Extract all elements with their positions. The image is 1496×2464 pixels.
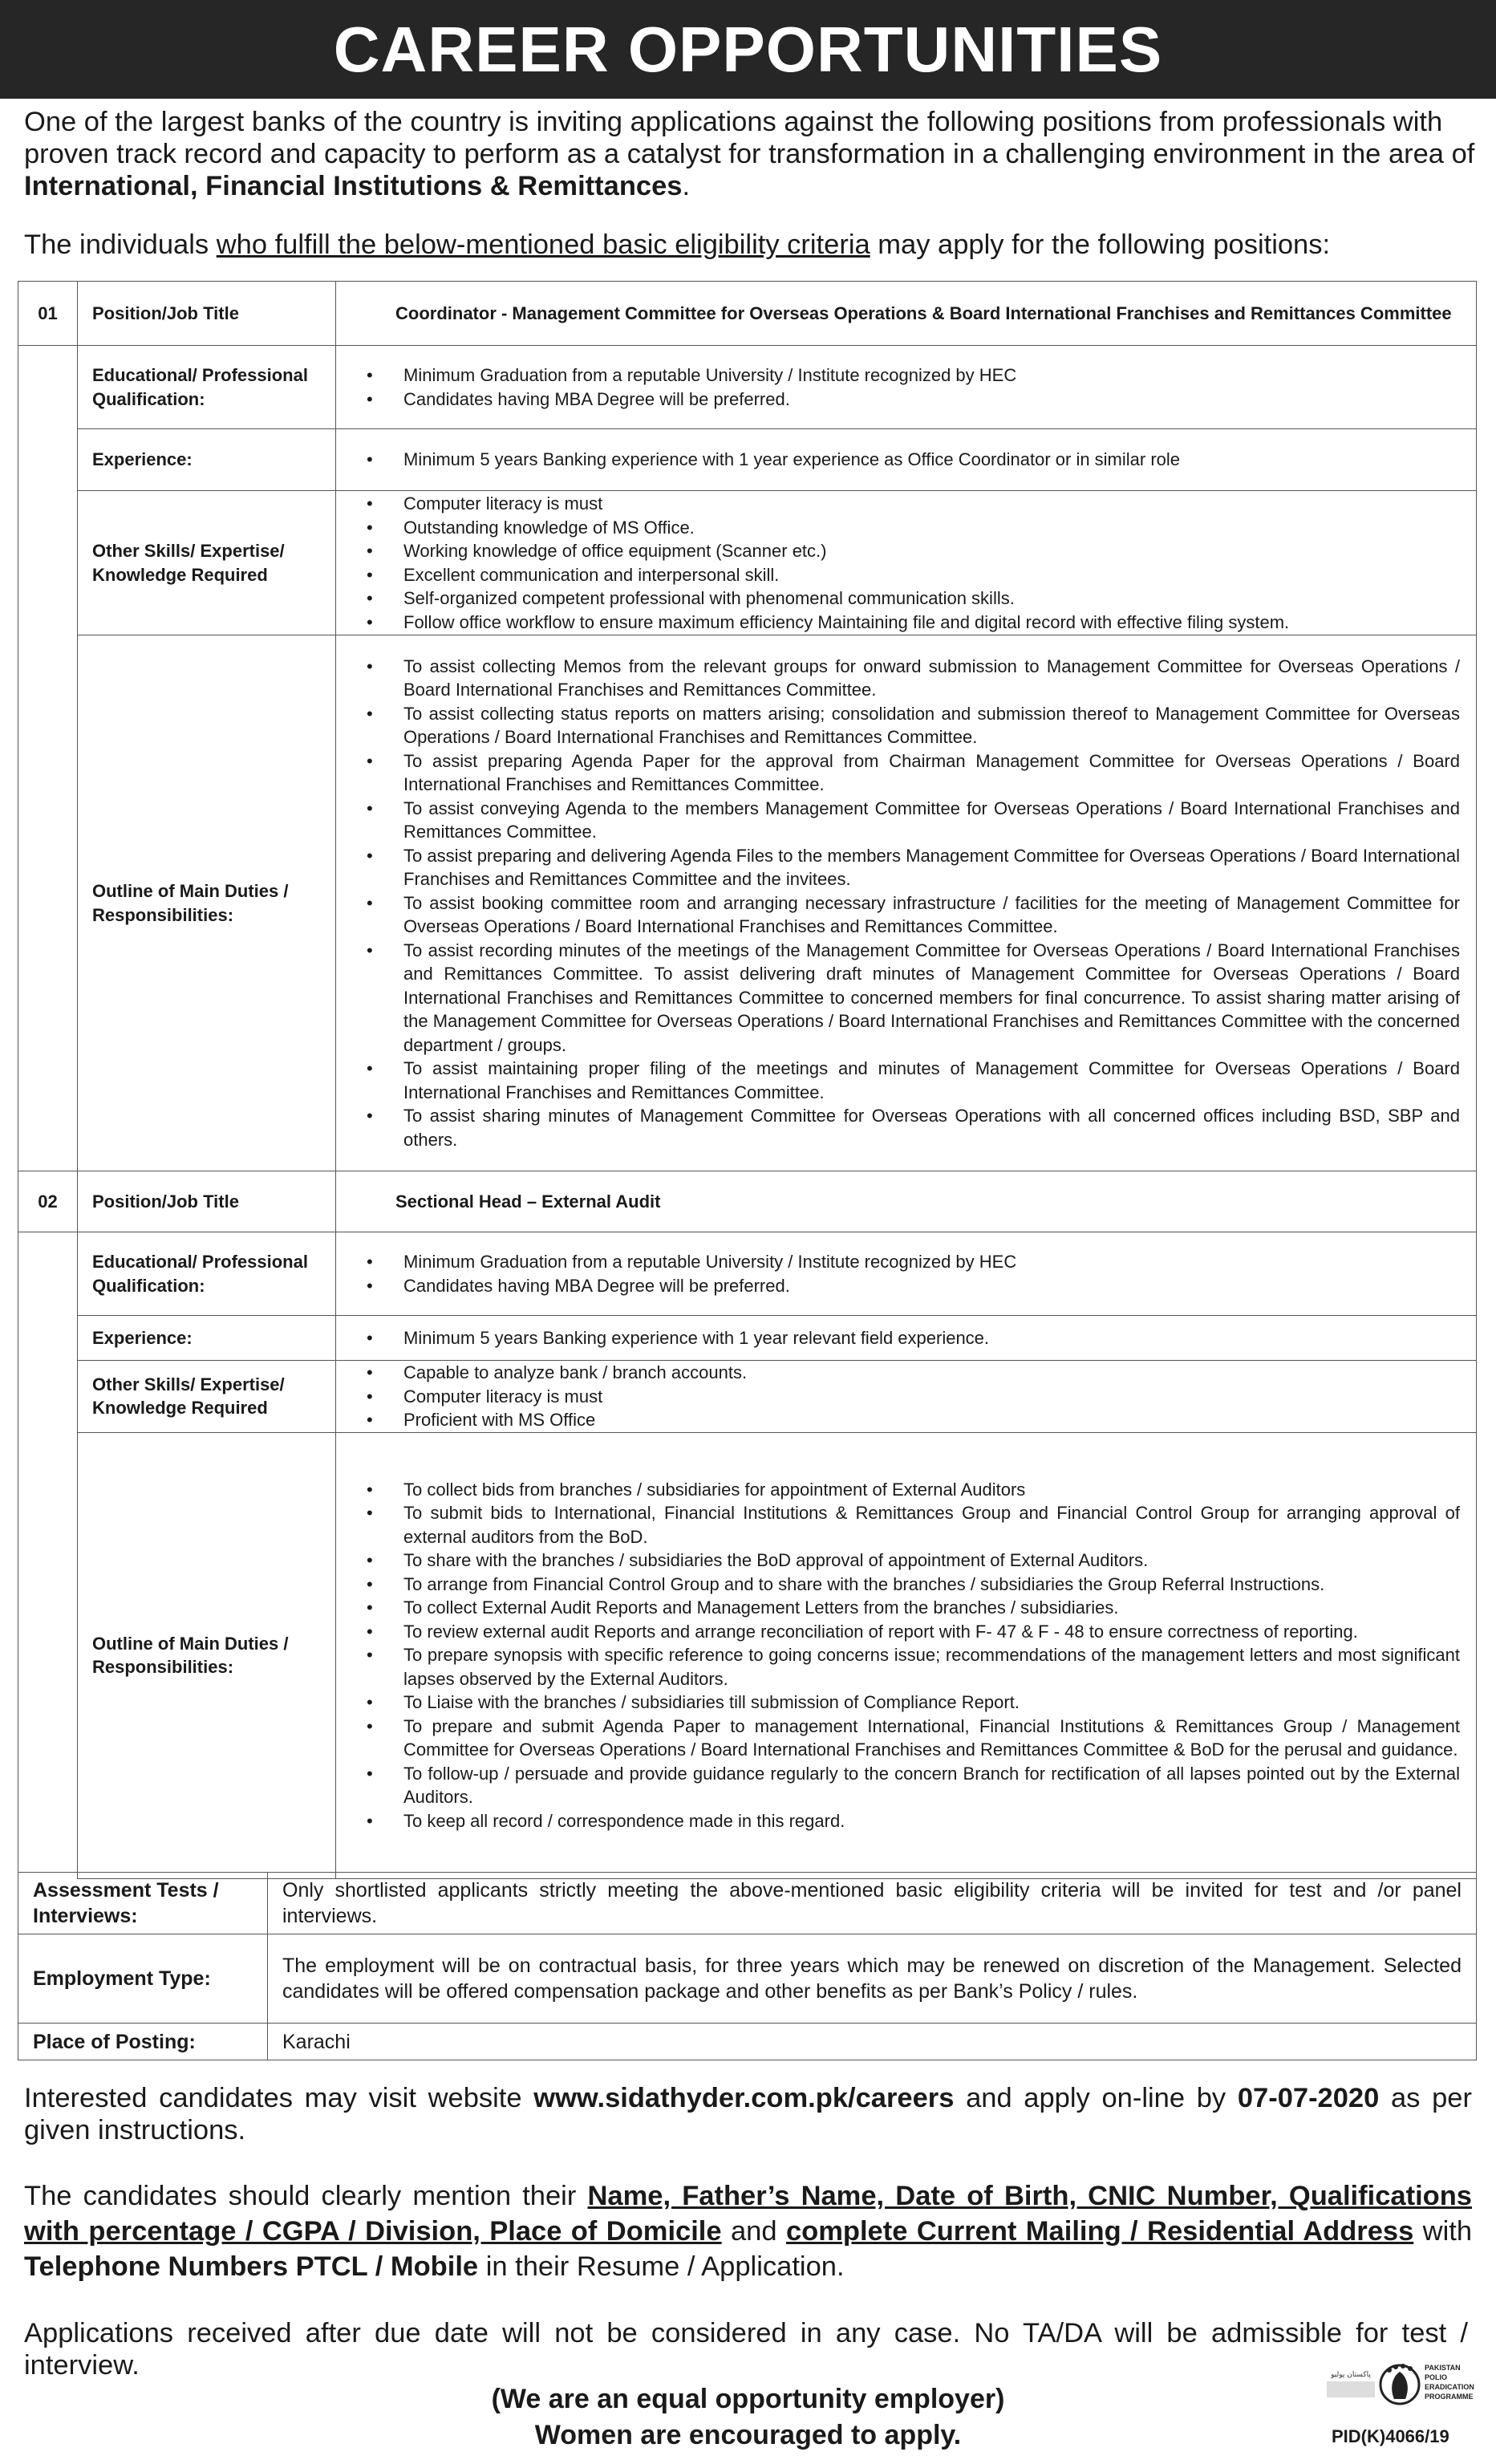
positions-table xyxy=(18,281,1477,1879)
skills-row xyxy=(18,1361,1477,1433)
bullet-list xyxy=(363,655,1460,1152)
list-item: • To assist maintaining proper filing of the meetings and minutes of Management Committee for Overseas Operations / Board International Franchises and Remittances Committee. xyxy=(363,1057,1460,1104)
position-title-row xyxy=(18,1171,1477,1232)
row-label: Outline of Main Duties / Responsibilities: xyxy=(78,1432,336,1878)
list-item: • Candidates having MBA Degree will be preferred. xyxy=(363,388,1460,412)
list-item: • Computer literacy is must xyxy=(363,492,1460,516)
mention-with: with xyxy=(1413,2216,1473,2247)
apply-end: as per given instructions. xyxy=(24,2083,1472,2145)
list-item: • To assist booking committee room and arranging necessary infrastructure / facilities for the meeting of Management Committee for Overseas Operations / Board International Franchises and Remittances Committee. xyxy=(363,891,1460,939)
row-label: Educational/ Professional Qualification: xyxy=(78,1232,336,1316)
position-title-row xyxy=(18,282,1477,346)
list-item: • Candidates having MBA Degree will be preferred. xyxy=(363,1274,1460,1298)
careers-website-link[interactable]: www.sidathyder.com.pk/careers xyxy=(533,2083,955,2113)
intro-paragraph xyxy=(24,106,1480,202)
list-item: • To assist recording minutes of the meetings of the Management Committee for Overseas Operations / Board International Franchises and Remittances Committee. To assist delivering draft minutes of Management Committee for Overseas Operations / Board International Franchises and Remittances Committee to concerned members for final concurrence. To assist sharing matter arising of the Management Committee for Overseas Operations / Board International Franchises and Remittances Committee with the concerned department / groups. xyxy=(363,939,1460,1057)
list-item: • Working knowledge of office equipment (Scanner etc.) xyxy=(363,539,1460,563)
list-item: • To collect External Audit Reports and Management Letters from the branches / subsidiaries. xyxy=(363,1596,1460,1620)
list-item: • To share with the branches / subsidiaries the BoD approval of appointment of External Auditors. xyxy=(363,1549,1460,1573)
terms-row xyxy=(18,1873,1477,1934)
list-item: • Self-organized competent professional with phenomenal communication skills. xyxy=(363,587,1460,611)
bullet-list xyxy=(363,363,1460,411)
list-item: • To assist preparing and delivering Agenda Files to the members Management Committee for Overseas Operations / Board International Franchises and Remittances Committee and the invitees. xyxy=(363,844,1460,891)
list-item: • To arrange from Financial Control Group and to share with the branches / subsidiaries the Group Referral Instructions. xyxy=(363,1573,1460,1597)
bullet-list xyxy=(363,1326,1460,1350)
list-item: • To assist preparing Agenda Paper for the approval from Chairman Management Committee for Overseas Operations / Board International Franchises and Remittances Committee. xyxy=(363,749,1460,797)
bullet-list-cell xyxy=(336,429,1477,491)
publication-id: PID(K)4066/19 xyxy=(1332,2426,1449,2446)
experience-row xyxy=(18,429,1477,491)
terms-table xyxy=(18,1872,1477,2060)
terms-row xyxy=(18,2024,1477,2060)
logo-urdu-text: پاکستان پولیو xyxy=(1331,2371,1371,2379)
list-item: • Minimum Graduation from a reputable University / Institute recognized by HEC xyxy=(363,1250,1460,1274)
mention-start: The candidates should clearly mention their xyxy=(24,2181,588,2211)
polio-eradication-logo xyxy=(1322,2359,1474,2417)
mention-phones: Telephone Numbers PTCL / Mobile xyxy=(24,2251,479,2282)
polio-logo-icon xyxy=(1322,2359,1474,2417)
row-label: Position/Job Title xyxy=(78,1171,336,1232)
list-item: • To assist sharing minutes of Management Committee for Overseas Operations with all concerned offices including BSD, SBP and others. xyxy=(363,1104,1460,1151)
mention-personal-details: Name, Father’s Name, Date of Birth, CNIC Number, Qualifications with percentage / CGPA / Division, Place of Domicile xyxy=(24,2181,1472,2247)
list-item: • Outstanding knowledge of MS Office. xyxy=(363,516,1460,540)
row-label: Other Skills/ Expertise/ Knowledge Required xyxy=(78,1361,336,1433)
page-title: CAREER OPPORTUNITIES xyxy=(0,0,1496,99)
apply-instructions xyxy=(24,2082,1472,2146)
qualification-row xyxy=(18,1232,1477,1316)
terms-label: Assessment Tests / Interviews: xyxy=(18,1873,268,1934)
list-item: • To assist collecting status reports on matters arising; consolidation and submission thereof to Management Committee for Overseas Operations / Board International Franchises and Remittances Committee. xyxy=(363,702,1460,749)
logo-text-line: PROGRAMME xyxy=(1425,2393,1474,2401)
bullet-list xyxy=(363,1250,1460,1297)
position-title: Sectional Head – External Audit xyxy=(336,1171,1477,1232)
logo-dot xyxy=(1401,2364,1405,2369)
row-label: Other Skills/ Expertise/ Knowledge Required xyxy=(78,491,336,635)
logo-text-line: ERADICATION xyxy=(1425,2383,1474,2391)
logo-dot xyxy=(1393,2365,1398,2369)
duties-row xyxy=(18,635,1477,1171)
mention-address: complete Current Mailing / Residential Address xyxy=(785,2216,1414,2247)
terms-label: Employment Type: xyxy=(18,1934,268,2024)
list-item: • To assist conveying Agenda to the members Management Committee for Overseas Operations / Board International Franchises and Remittances Committee. xyxy=(363,797,1460,844)
eligibility-criteria: who fulfill the below-mentioned basic eligibility criteria xyxy=(216,229,870,260)
qualification-row xyxy=(18,346,1477,429)
apply-start: Interested candidates may visit website xyxy=(24,2083,534,2113)
terms-value: The employment will be on contractual basis, for three years which may be renewed on discretion of the Management. Selected candidates will be offered compensation package and other benefits as per Bank’s Policy / rules. xyxy=(268,1934,1477,2024)
list-item: • Minimum 5 years Banking experience with 1 year relevant field experience. xyxy=(363,1326,1460,1350)
list-item: • To Liaise with the branches / subsidiaries till submission of Compliance Report. xyxy=(363,1691,1460,1715)
row-label: Educational/ Professional Qualification: xyxy=(78,346,336,429)
row-label: Position/Job Title xyxy=(78,282,336,346)
intro-area: International, Financial Institutions & Remittances xyxy=(24,171,683,201)
list-item: • Minimum Graduation from a reputable University / Institute recognized by HEC xyxy=(363,363,1460,388)
resume-requirements xyxy=(24,2178,1472,2284)
logo-urdu-block xyxy=(1327,2381,1375,2397)
row-label: Experience: xyxy=(78,1316,336,1361)
terms-label: Place of Posting: xyxy=(18,2024,268,2060)
list-item: • To follow-up / persuade and provide guidance regularly to the concern Branch for rectification of all lapses pointed out by the External Auditors. xyxy=(363,1762,1460,1809)
bullet-list-cell xyxy=(336,1316,1477,1361)
list-item: • To prepare and submit Agenda Paper to management International, Financial Institutions & Remittances Group / Management Committee for Overseas Operations / Board International Franchises and Remittances Committee & BoD for the perusal and guidance. xyxy=(363,1715,1460,1762)
indent-cell xyxy=(18,1432,78,1878)
terms-row xyxy=(18,1934,1477,2024)
list-item: • Follow office workflow to ensure maximum efficiency Maintaining file and digital record with effective filing system. xyxy=(363,611,1460,635)
logo-text-line: POLIO xyxy=(1425,2373,1448,2381)
experience-row xyxy=(18,1316,1477,1361)
list-item: • To keep all record / correspondence made in this regard. xyxy=(363,1809,1460,1833)
bullet-list-cell xyxy=(336,1432,1477,1878)
logo-foot-shape xyxy=(1392,2372,1408,2399)
eligibility-start: The individuals xyxy=(24,229,217,260)
mention-and: and xyxy=(721,2216,786,2247)
apply-middle: and apply on-line by xyxy=(954,2083,1238,2113)
bullet-list-cell xyxy=(336,1361,1477,1433)
indent-cell xyxy=(18,346,78,429)
skills-row xyxy=(18,491,1477,635)
row-label: Experience: xyxy=(78,429,336,491)
list-item: • To submit bids to International, Financial Institutions & Remittances Group and Financial Control Group for arranging approval of external auditors from the BoD. xyxy=(363,1501,1460,1549)
mention-end: in their Resume / Application. xyxy=(478,2251,845,2282)
indent-cell xyxy=(18,1232,78,1316)
bullet-list xyxy=(363,492,1460,634)
position-title: Coordinator - Management Committee for Overseas Operations & Board International Franchises and Remittances Committee xyxy=(336,282,1477,346)
list-item: • To collect bids from branches / subsidiaries for appointment of External Auditors xyxy=(363,1478,1460,1502)
intro-end: . xyxy=(682,171,691,201)
logo-dot xyxy=(1408,2366,1413,2371)
list-item: • To review external audit Reports and arrange reconciliation of report with F- 47 & F - 48 to ensure correctness of reporting. xyxy=(363,1620,1460,1644)
bullet-list-cell xyxy=(336,1232,1477,1316)
row-label: Outline of Main Duties / Responsibilities: xyxy=(78,635,336,1171)
indent-cell xyxy=(18,491,78,635)
eligibility-end: may apply for the following positions: xyxy=(870,229,1331,260)
bullet-list-cell xyxy=(336,346,1477,429)
indent-cell xyxy=(18,635,78,1171)
list-item: • Minimum 5 years Banking experience with 1 year experience as Office Coordinator or in similar role xyxy=(363,448,1460,472)
list-item: • Computer literacy is must xyxy=(363,1385,1460,1409)
indent-cell xyxy=(18,1361,78,1433)
apply-deadline: 07-07-2020 xyxy=(1237,2083,1380,2113)
position-number: 02 xyxy=(18,1171,78,1232)
terms-value: Karachi xyxy=(268,2024,1477,2060)
equal-opportunity-line: (We are an equal opportunity employer) xyxy=(491,2384,1005,2414)
position-number: 01 xyxy=(18,282,78,346)
logo-dot xyxy=(1387,2368,1392,2373)
bullet-list xyxy=(363,448,1460,472)
bullet-list-cell xyxy=(336,491,1477,635)
deadline-note: Applications received after due date will not be considered in any case. No TA/DA will be admissible for test / interview. xyxy=(24,2318,1468,2381)
terms-value: Only shortlisted applicants strictly meeting the above-mentioned basic eligibility criteria will be invited for test and /or panel interviews. xyxy=(268,1873,1477,1934)
list-item: • To assist collecting Memos from the relevant groups for onward submission to Management Committee for Overseas Operations / Board International Franchises and Remittances Committee. xyxy=(363,655,1460,702)
list-item: • Capable to analyze bank / branch accounts. xyxy=(363,1361,1460,1385)
bullet-list xyxy=(363,1478,1460,1833)
bullet-list-cell xyxy=(336,635,1477,1171)
list-item: • Excellent communication and interpersonal skill. xyxy=(363,563,1460,587)
intro-text: One of the largest banks of the country is inviting applications against the following positions from professionals with proven track record and capacity to perform as a catalyst for transformation in a challenging environment in the area of xyxy=(24,107,1475,169)
list-item: • Proficient with MS Office xyxy=(363,1408,1460,1432)
indent-cell xyxy=(18,1316,78,1361)
indent-cell xyxy=(18,429,78,491)
women-encouraged-line: Women are encouraged to apply. xyxy=(534,2420,962,2450)
list-item: • To prepare synopsis with specific reference to going concerns issue; recommendations of the management letters and most significant lapses observed by the External Auditors. xyxy=(363,1643,1460,1691)
logo-text-line: PAKISTAN xyxy=(1425,2364,1461,2372)
eligibility-note xyxy=(24,229,1480,261)
bullet-list xyxy=(363,1361,1460,1432)
duties-row xyxy=(18,1432,1477,1878)
